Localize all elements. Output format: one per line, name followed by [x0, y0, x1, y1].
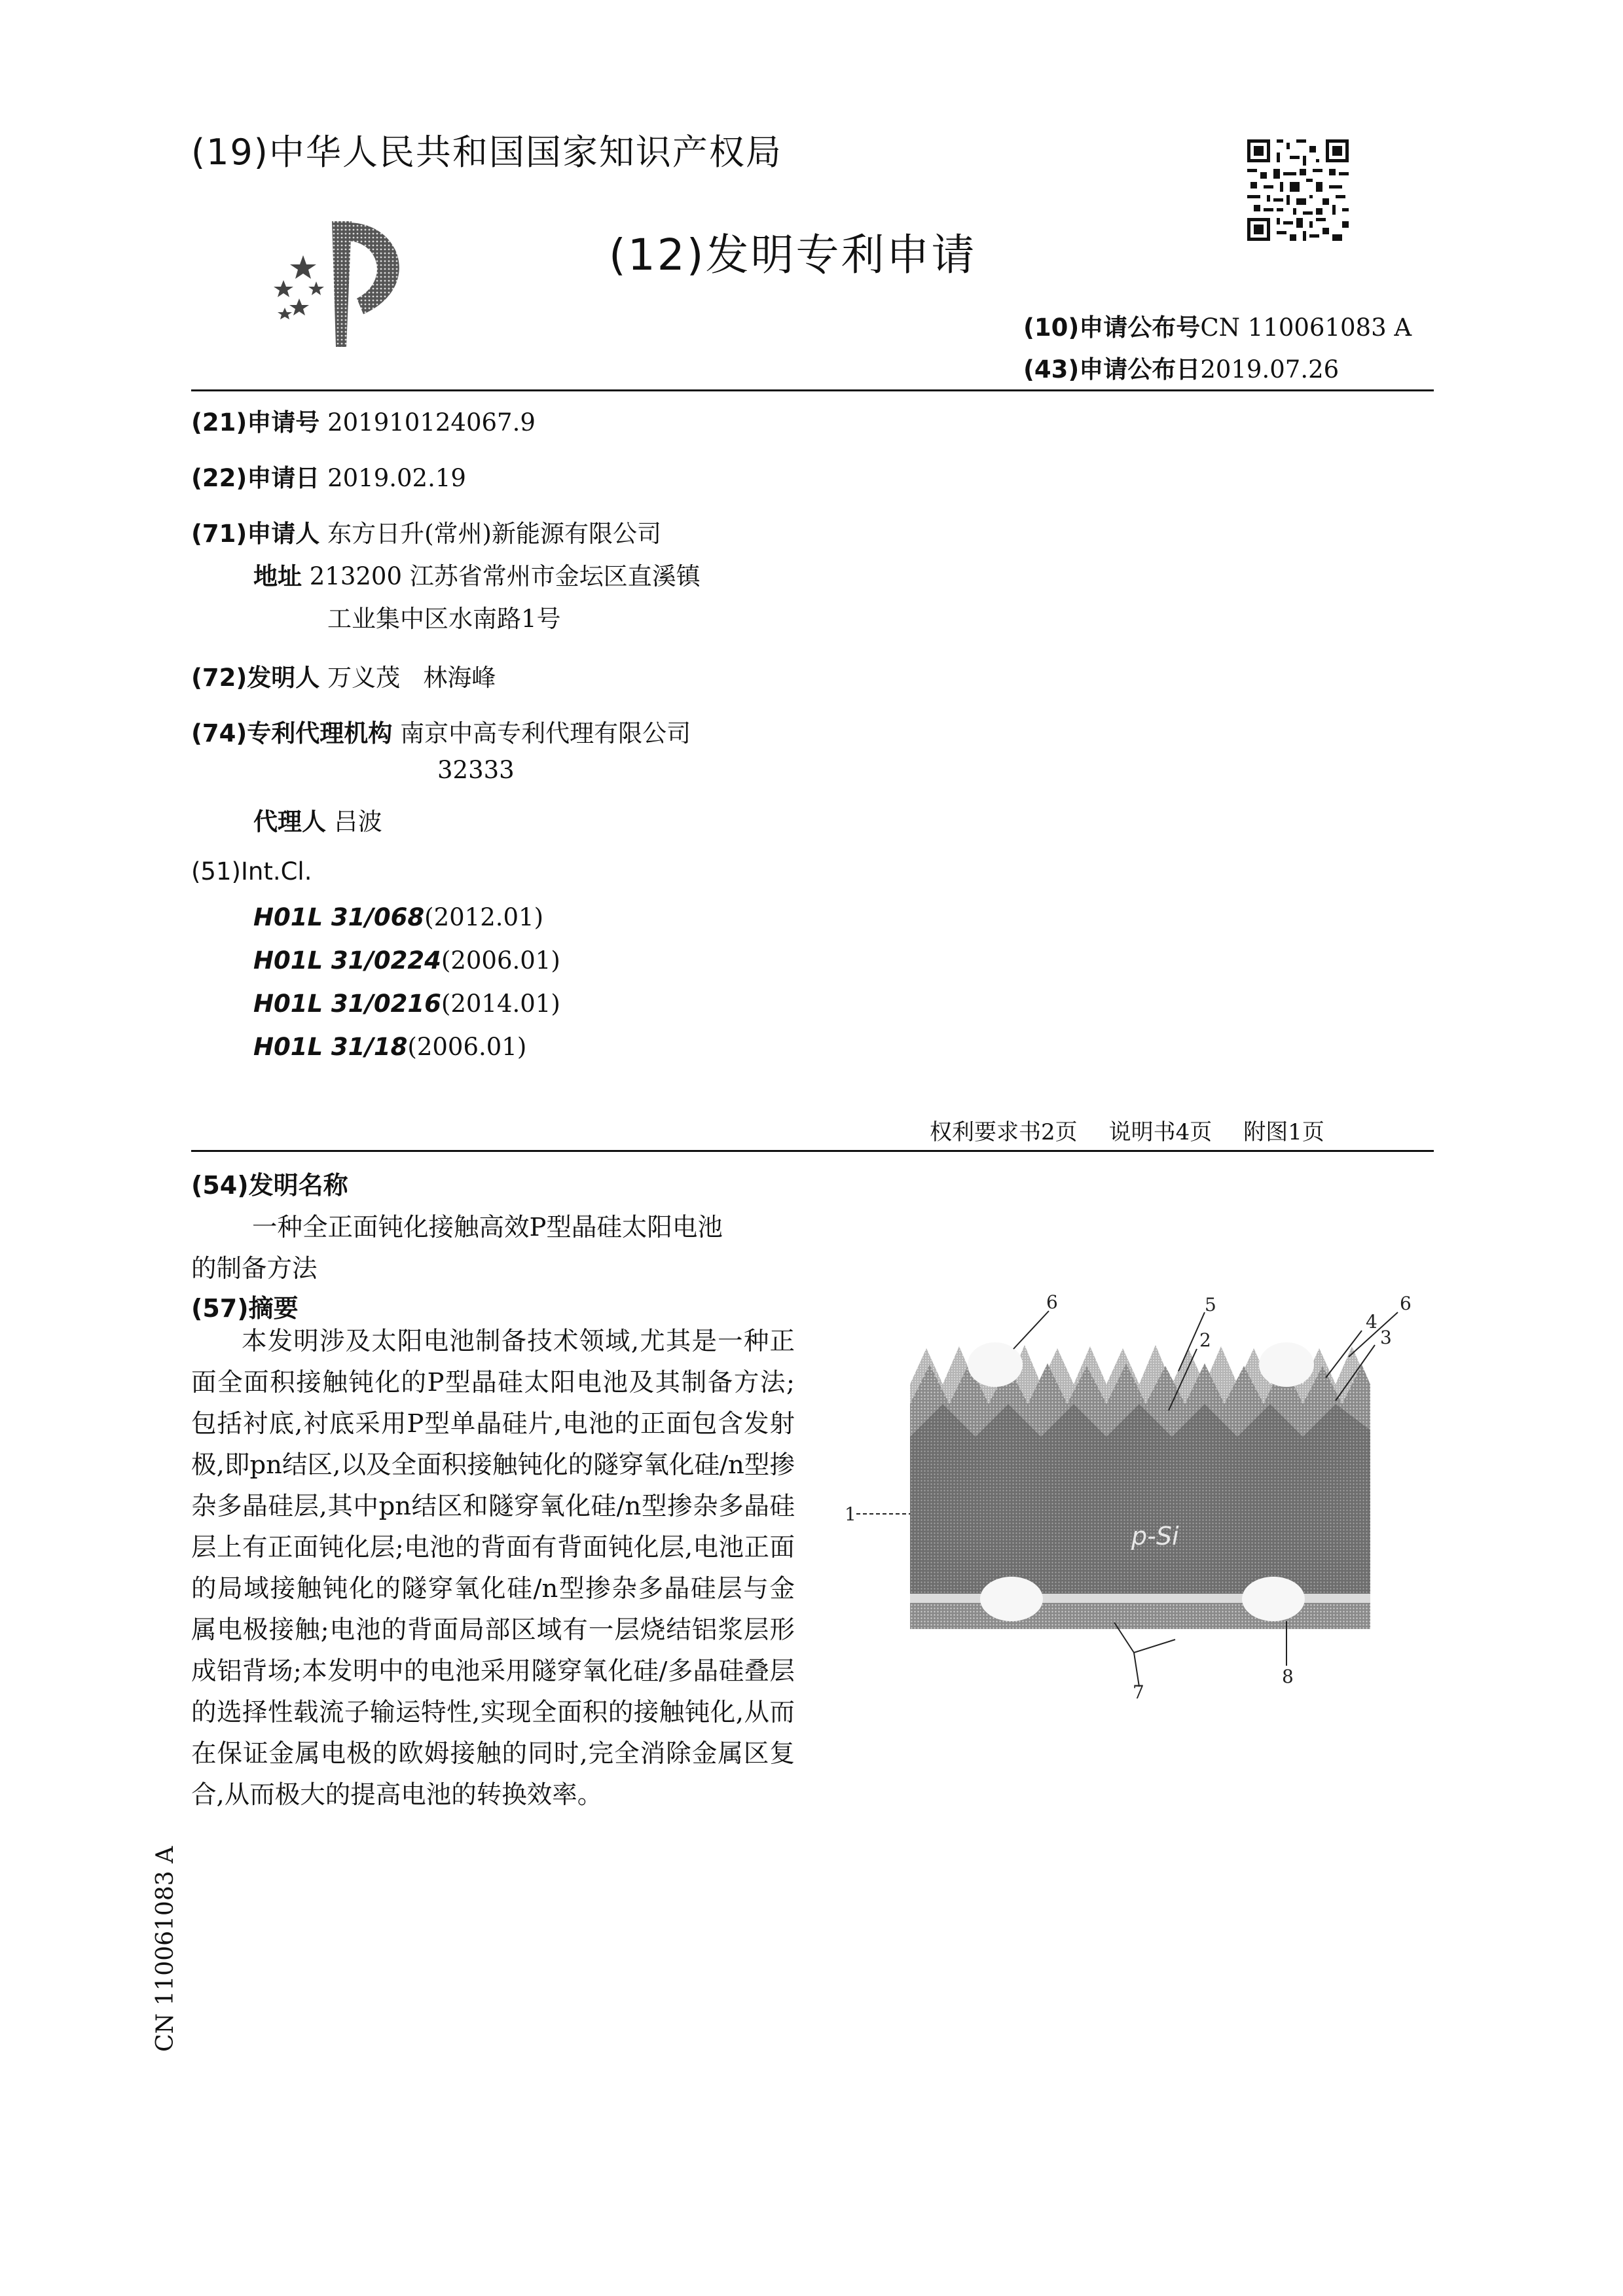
figure-callout-7: 7 [1133, 1681, 1144, 1703]
qr-code [1244, 136, 1352, 244]
application-date-value: 2019.02.19 [327, 464, 466, 492]
ipc-version: (2006.01) [407, 1033, 527, 1061]
ipc-code: H01L 31/18 [253, 1033, 408, 1061]
agent-value: 吕波 [333, 808, 382, 836]
figure-callout-6: 6 [1046, 1291, 1058, 1313]
inventors [191, 658, 496, 693]
publication-number [1023, 308, 1412, 343]
applicant-value: 东方日升(常州)新能源有限公司 [327, 520, 661, 548]
application-date [191, 458, 466, 493]
front-metal-contact [1259, 1342, 1314, 1387]
ipc-code: H01L 31/0224 [253, 946, 441, 975]
publication-date-value: 2019.07.26 [1200, 355, 1340, 384]
address-label: 地址 [253, 562, 302, 590]
title-heading: (54)发明名称 [191, 1171, 348, 1200]
ipc-code: H01L 31/068 [253, 903, 425, 931]
ipc-version: (2006.01) [441, 946, 560, 975]
ipc-entry [253, 1033, 526, 1061]
application-date-label: (22)申请日 [191, 464, 320, 492]
ipc-label: (51)Int.Cl. [191, 857, 312, 886]
invention-title-line-1: 一种全正面钝化接触高效P型晶硅太阳电池 [252, 1213, 723, 1242]
ipc-entry [253, 990, 560, 1018]
cnipa-logo [265, 216, 435, 353]
drawing-pages: 附图1页 [1243, 1119, 1324, 1145]
substrate-label: p-Si [1131, 1522, 1179, 1551]
ipc-entry [253, 946, 560, 975]
section-rule [191, 1150, 1434, 1152]
figure-callout-6: 6 [1400, 1293, 1412, 1314]
page-counts [930, 1114, 1324, 1146]
patent-agency-label: (74)专利代理机构 [191, 719, 393, 747]
application-number-value: 201910124067.9 [327, 408, 536, 437]
patent-agency-value: 南京中高专利代理有限公司 [400, 719, 691, 747]
publication-number-value: CN 110061083 A [1200, 314, 1412, 342]
address-line-1: 213200 江苏省常州市金坛区直溪镇 [309, 562, 701, 590]
office-name: (19)中华人民共和国国家知识产权局 [191, 132, 782, 173]
ipc-code: H01L 31/0216 [253, 990, 441, 1018]
application-number-label: (21)申请号 [191, 408, 320, 437]
publication-number-label: (10)申请公布号 [1023, 314, 1201, 342]
figure-callout-4: 4 [1366, 1311, 1377, 1333]
inventors-value: 万义茂 林海峰 [327, 664, 496, 692]
ipc-version: (2014.01) [441, 990, 560, 1018]
inventors-label: (72)发明人 [191, 664, 320, 692]
figure-callout-1: 1 [845, 1503, 856, 1525]
address-line-2: 工业集中区水南路1号 [327, 605, 561, 633]
document-kind: (12)发明专利申请 [609, 230, 977, 280]
description-pages: 说明书4页 [1108, 1119, 1213, 1145]
patent-agency [191, 713, 691, 749]
rear-metal-contact [1242, 1577, 1305, 1621]
figure-callout-2: 2 [1199, 1329, 1211, 1351]
publication-date-label: (43)申请公布日 [1023, 355, 1201, 384]
abstract-text: 本发明涉及太阳电池制备技术领域,尤其是一种正面全面积接触钝化的P型晶硅太阳电池及其制备方法;包括衬底,衬底采用P型单晶硅片,电池的正面包含发射极,即pn结区,以及全面积接触钝化的隧穿氧化硅/n型掺杂多晶硅层,其中pn结区和隧穿氧化硅/n型掺杂多晶硅层上有正面钝化层;电池的背面有背面钝化层,电池正面的局域接触钝化的隧穿氧化硅/n型掺杂多晶硅层与金属电极接触;电池的背面局部区域有一层烧结铝浆层形成铝背场;本发明中的电池采用隧穿氧化硅/多晶硅叠层的选择性载流子输运特性,实现全面积的接触钝化,从而在保证金属电极的欧姆接触的同时,完全消除金属区复合,从而极大的提高电池的转换效率。 [191, 1327, 795, 1810]
rear-metal-contact [980, 1577, 1043, 1621]
address [253, 556, 701, 592]
ipc-version: (2012.01) [424, 903, 544, 931]
publication-date [1023, 350, 1339, 385]
ipc-entry [253, 903, 543, 931]
applicant [191, 514, 661, 549]
front-metal-contact [968, 1342, 1023, 1387]
patent-agency-code: 32333 [437, 756, 515, 784]
figure-callout-8: 8 [1282, 1666, 1294, 1687]
agent-label: 代理人 [253, 808, 326, 836]
abstract-heading: (57)摘要 [191, 1294, 299, 1323]
agent [253, 802, 382, 837]
application-number [191, 403, 536, 438]
applicant-label: (71)申请人 [191, 520, 320, 548]
claims-pages: 权利要求书2页 [930, 1119, 1078, 1145]
header-rule [191, 389, 1434, 391]
invention-title-line-2: 的制备方法 [191, 1254, 318, 1283]
side-publication-number: CN 110061083 A [152, 1846, 179, 2052]
solar-cell-cross-section-figure [838, 1286, 1447, 1718]
figure-callout-5: 5 [1205, 1294, 1216, 1316]
figure-callout-3: 3 [1380, 1327, 1392, 1348]
